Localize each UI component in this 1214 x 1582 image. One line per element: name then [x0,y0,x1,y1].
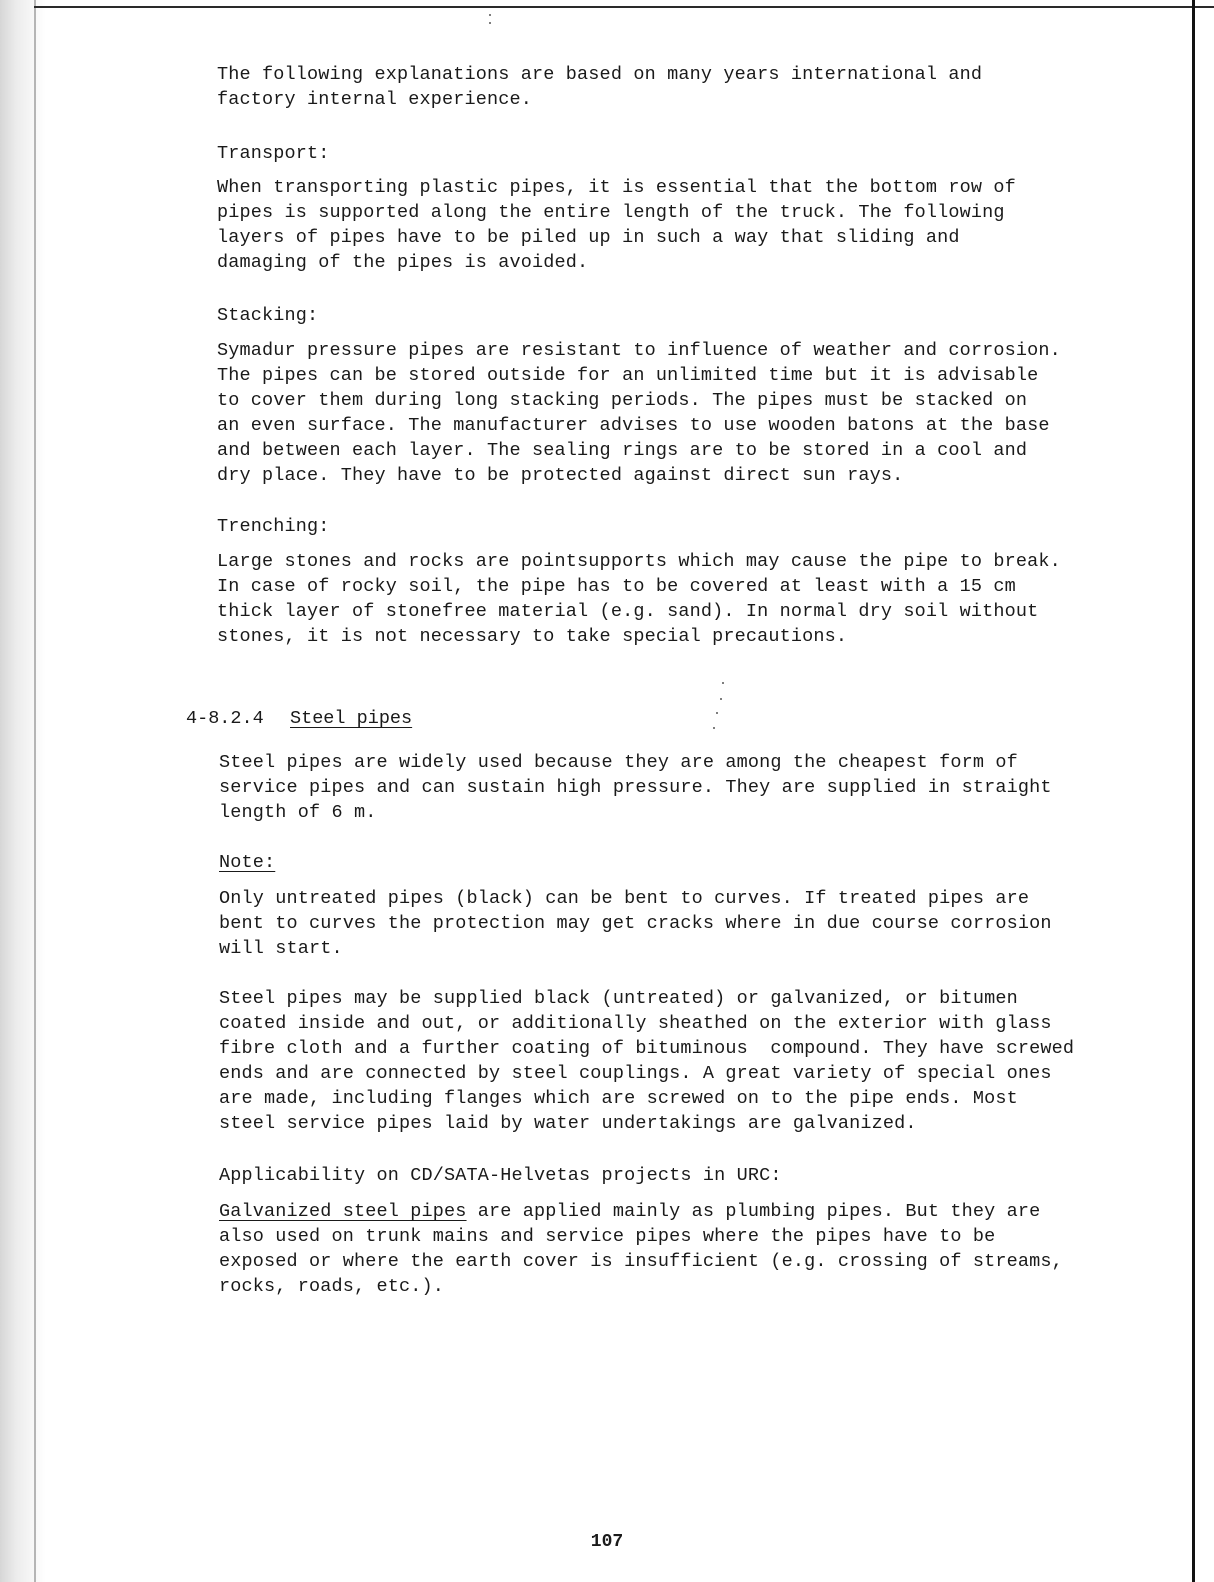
trenching-paragraph [217,549,1061,649]
scan-speck [489,22,491,24]
trenching-line: thick layer of stonefree material (e.g. sand). In normal dry soil without [217,601,1039,622]
applicability-line: also used on trunk mains and service pipes where the pipes have to be [219,1226,996,1247]
note-line: will start. [219,938,343,959]
scan-speck [722,682,724,684]
section-title: Steel pipes [290,708,413,729]
steel-intro-line: length of 6 m. [219,802,377,823]
intro-paragraph [217,62,982,112]
supply-line: fibre cloth and a further coating of bituminous compound. They have screwed [219,1038,1075,1059]
applicability-first-line [219,1199,1063,1224]
transport-line: damaging of the pipes is avoided. [217,252,589,273]
stacking-line: The pipes can be stored outside for an unlimited time but it is advisable [217,365,1039,386]
trenching-line: Large stones and rocks are pointsupports which may cause the pipe to break. [217,551,1061,572]
supply-line: are made, including flanges which are screwed on to the pipe ends. Most [219,1088,1018,1109]
transport-line: layers of pipes have to be piled up in such a way that sliding and [217,227,960,248]
transport-line: When transporting plastic pipes, it is essential that the bottom row of [217,177,1016,198]
note-paragraph [219,886,1052,961]
trenching-line: In case of rocky soil, the pipe has to be covered at least with a 15 cm [217,576,1016,597]
section-number: 4-8.2.4 [186,708,264,729]
stacking-line: an even surface. The manufacturer advises to use wooden batons at the base [217,415,1050,436]
supply-line: Steel pipes may be supplied black (untreated) or galvanized, or bitumen [219,988,1018,1009]
applicability-heading: Applicability on CD/SATA-Helvetas projects in URC: [219,1165,782,1186]
section-heading [186,706,412,731]
note-line: Only untreated pipes (black) can be bent to curves. If treated pipes are [219,888,1030,909]
supply-line: coated inside and out, or additionally sheathed on the exterior with glass [219,1013,1052,1034]
scan-speck [720,698,722,700]
steel-intro-line: service pipes and can sustain high pressure. They are supplied in straight [219,777,1052,798]
applicability-line: exposed or where the earth cover is insufficient (e.g. crossing of streams, [219,1251,1063,1272]
steel-intro-line: Steel pipes are widely used because they are among the cheapest form of [219,752,1018,773]
stacking-heading: Stacking: [217,305,319,326]
transport-line: pipes is supported along the entire length of the truck. The following [217,202,1005,223]
steel-intro-paragraph [219,750,1052,825]
applicability-first-line-rest: are applied mainly as plumbing pipes. But they are [466,1201,1041,1222]
stacking-line: and between each layer. The sealing rings are to be stored in a cool and [217,440,1028,461]
applicability-line: rocks, roads, etc.). [219,1276,445,1297]
intro-line: factory internal experience. [217,89,533,110]
trenching-line: stones, it is not necessary to take special precautions. [217,626,848,647]
note-heading: Note: [219,852,276,873]
supply-paragraph [219,986,1074,1136]
scan-speck [716,712,718,714]
supply-line: steel service pipes laid by water undertakings are galvanized. [219,1113,917,1134]
stacking-line: Symadur pressure pipes are resistant to influence of weather and corrosion. [217,340,1061,361]
transport-paragraph [217,175,1016,275]
stacking-line: to cover them during long stacking periods. The pipes must be stacked on [217,390,1028,411]
applicability-paragraph [219,1199,1063,1299]
note-line: bent to curves the protection may get cracks where in due course corrosion [219,913,1052,934]
scan-shadow-left [0,0,46,1582]
stacking-paragraph [217,338,1061,488]
scan-speck [713,727,715,729]
scan-speck [489,14,491,16]
scan-edge-rule-top [34,6,1214,8]
scan-edge-rule-right [1192,0,1195,1582]
supply-line: ends and are connected by steel couplings. A great variety of special ones [219,1063,1052,1084]
trenching-heading: Trenching: [217,516,330,537]
scan-edge-rule-left [34,0,36,1582]
transport-heading: Transport: [217,143,330,164]
galvanized-steel-pipes-term: Galvanized steel pipes [219,1201,467,1222]
stacking-line: dry place. They have to be protected against direct sun rays. [217,465,904,486]
page-number: 107 [590,1532,624,1552]
intro-line: The following explanations are based on many years international and [217,64,983,85]
